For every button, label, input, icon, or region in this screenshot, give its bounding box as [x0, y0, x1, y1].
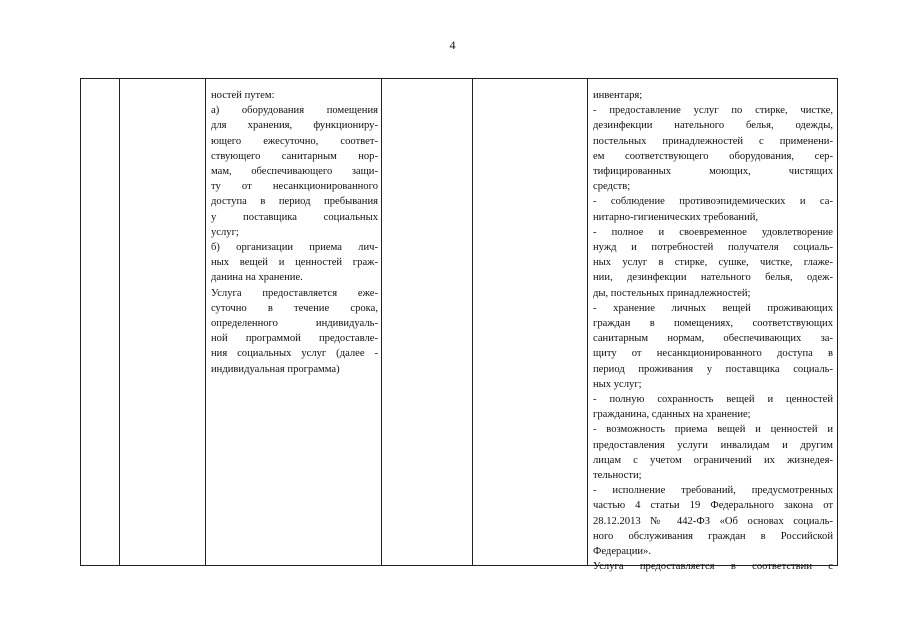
text-line: - возможность приема вещей и ценностей и	[593, 424, 833, 436]
text-line: период проживания у поставщика социаль-	[593, 363, 833, 375]
text-line: - исполнение требований, предусмотренных	[593, 485, 833, 497]
quality-requirements-cell	[593, 88, 833, 575]
column-divider	[119, 79, 120, 565]
text-line: - полную сохранность вещей и ценностей	[593, 394, 833, 406]
text-line: ных вещей и ценностей граж-	[211, 257, 378, 269]
text-line: мам, обеспечивающего защи-	[211, 166, 378, 178]
text-line: ной программой предоставле-	[211, 333, 378, 345]
text-line: нужд и потребностей получателя социаль-	[593, 242, 833, 254]
text-line: гражданина, сданных на хранение;	[593, 409, 751, 421]
text-line: - полное и своевременное удовлетворение	[593, 226, 833, 238]
service-description-cell	[211, 88, 378, 377]
text-line: лицам с учетом ограничений их жизнедея-	[593, 454, 833, 466]
text-line: санитарным нормам, обеспечивающих за-	[593, 333, 833, 345]
text-line: - соблюдение противоэпидемических и са-	[593, 196, 833, 208]
text-line: частью 4 статьи 19 Федерального закона от	[593, 500, 833, 512]
column-divider	[205, 79, 206, 565]
text-line: ностей путем:	[211, 90, 275, 101]
text-line: суточно в течение срока,	[211, 302, 378, 314]
text-line: 28.12.2013 № 442-ФЗ «Об основах социаль-	[593, 515, 833, 527]
text-line: Федерации».	[593, 546, 651, 558]
text-line: ных услуг;	[593, 378, 642, 390]
text-line: инвентаря;	[593, 90, 643, 101]
page-number: 4	[449, 38, 456, 52]
text-line: определенного индивидуаль-	[211, 318, 378, 330]
text-line: тифицированных моющих, чистящих	[593, 166, 833, 178]
text-line: нитарно-гигиенических требований,	[593, 211, 759, 223]
text-line: постельных принадлежностей с применени-	[593, 135, 833, 147]
text-line: данина на хранение.	[211, 272, 303, 284]
text-line: - хранение личных вещей проживающих	[593, 302, 833, 314]
text-line: нии, дезинфекции нательного белья, одеж-	[593, 272, 833, 284]
document-table	[80, 78, 838, 573]
text-line: доступа в период пребывания	[211, 196, 378, 208]
text-line: ту от несанкционированного	[211, 181, 378, 193]
text-line: ного обслуживания граждан в Российской	[593, 530, 833, 542]
text-line: индивидуальная программа)	[211, 363, 340, 375]
text-line: Услуга предоставляется еже-	[211, 287, 378, 299]
text-line: тельности;	[593, 470, 642, 482]
text-line: ды, постельных принадлежностей;	[593, 287, 751, 299]
text-line: ния социальных услуг (далее -	[211, 348, 378, 360]
column-divider	[472, 79, 473, 565]
column-divider	[381, 79, 382, 565]
text-line: у поставщика социальных	[211, 211, 378, 223]
text-line: для хранения, функциониру-	[211, 120, 378, 132]
text-line: щиту от несанкционированного доступа в	[593, 348, 833, 360]
text-line: граждан в помещениях, соответствующих	[593, 318, 833, 330]
text-line: ем соответствующего оборудования, сер-	[593, 150, 833, 162]
text-line: Услуга предоставляется в соответствии с	[593, 561, 833, 573]
column-divider	[587, 79, 588, 565]
text-line: ствующего санитарным нор-	[211, 150, 378, 162]
text-line: а) оборудования помещения	[211, 105, 378, 117]
text-line: ных услуг в стирке, сушке, чистке, глаже-	[593, 257, 833, 269]
text-line: предоставления услуги инвалидам и другим	[593, 439, 833, 451]
text-line: дезинфекции нательного белья, одежды,	[593, 120, 833, 132]
text-line: услуг;	[211, 226, 239, 238]
text-line: средств;	[593, 181, 631, 193]
text-line: - предоставление услуг по стирке, чистке,	[593, 105, 833, 117]
text-line: ющего ежесуточно, соответ-	[211, 135, 378, 147]
text-line: б) организации приема лич-	[211, 242, 378, 254]
